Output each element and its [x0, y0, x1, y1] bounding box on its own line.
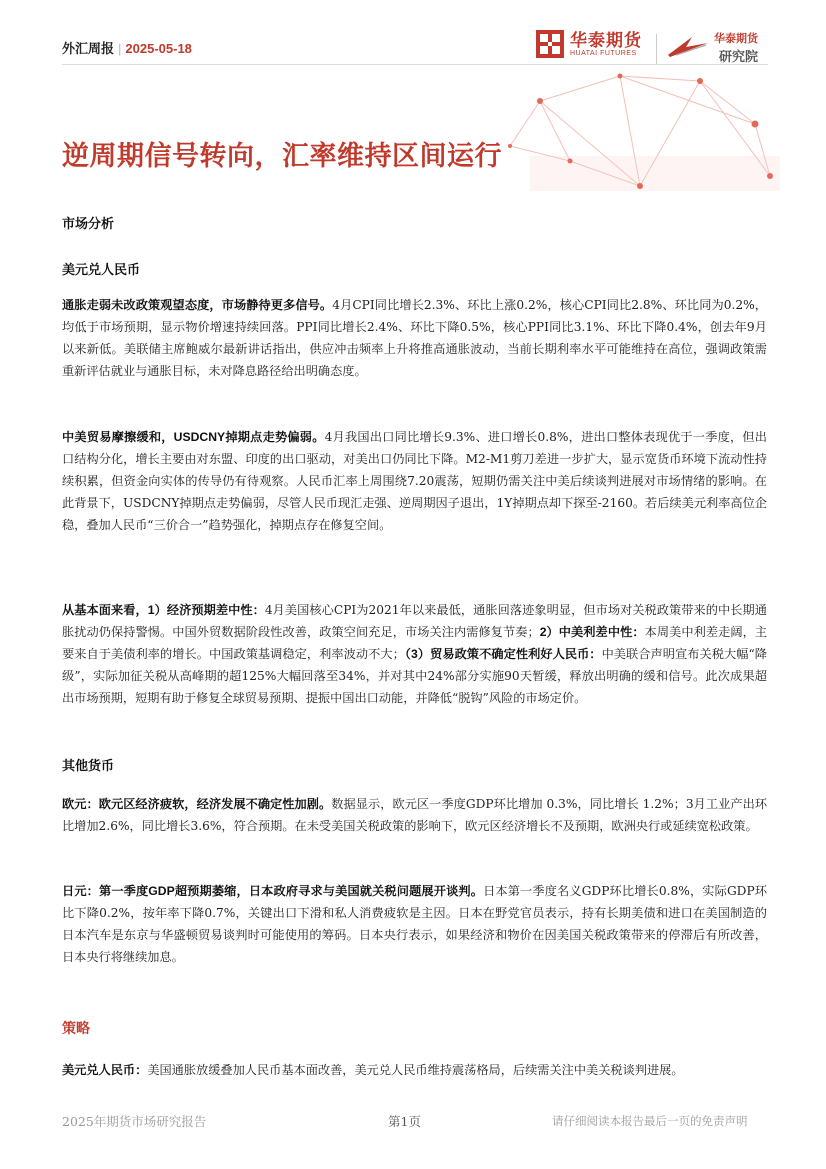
report-date: 2025-05-18 [125, 41, 192, 56]
paragraph-lead: 中美贸易摩擦缓和，USDCNY掉期点走势偏弱。 [62, 430, 325, 444]
header-separator: | [118, 41, 122, 56]
network-decoration-graphic [500, 66, 780, 191]
subsection-other-currencies: 其他货币 [62, 758, 115, 773]
research-institute-logo [666, 30, 758, 65]
section-strategy: 策略 [62, 1020, 90, 1036]
paragraph-lead: 美元兑人民币： [62, 1063, 148, 1077]
paragraph-body: 4月我国出口同比增长9.3%、进口增长0.8%，进出口整体表现优于一季度，但出口结构分化，增长主要由对东盟、印度的出口驱动，对美出口仍同比下降。M2-M1剪刀差进一步扩大，显示宽货币环境下流动性持续积累，但资金向实体的传导仍有待观察。人民币汇率上周围绕7.20震荡，短期仍需关注中美后续谈判进展对市场情绪的影响。在此背景下，USDCNY掉期点走势偏弱，尽管人民币现汇走强、逆周期因子退出，1Y掉期点却下探至-2160。若后续美元利率高位企稳，叠加人民币“三价合一”趋势强化，掉期点存在修复空间。 [62, 430, 767, 532]
paragraph-body: 4月CPI同比增长2.3%、环比上涨0.2%，核心CPI同比2.8%、环比同为0.2%，均低于市场预期，显示物价增速持续回落。PPI同比增长2.4%、环比下降0.5%，核心PPI同比3.1%、环比下降0.4%，创去年9月以来新低。美联储主席鲍威尔最新讲话指出，供应冲击频率上升将推高通胀波动，当前长期利率水平可能维持在高位，强调政策需重新评估就业与通胀目标，未对降息路径给出明确态度。 [62, 298, 767, 378]
paragraph-body: 中美联合声明宣布关税大幅“降级”，实际加征关税从高峰期的超125%大幅回落至34%，并对其中24%部分实施90天暂缓，释放出明确的缓和信号。此次成果超出市场预期，短期有助于修复全球贸易预期、提振中国出口动能，并降低“脱钩”风险的市场定价。 [62, 647, 767, 705]
logo-divider [656, 34, 657, 64]
institute-mark-icon [666, 33, 710, 63]
paragraph-lead: 欧元：欧元区经济疲软，经济发展不确定性加剧。 [62, 797, 332, 811]
footer-report-name: 2025年期货市场研究报告 [62, 1114, 207, 1129]
paragraph-fundamentals [62, 599, 767, 709]
report-title: 逆周期信号转向，汇率维持区间运行 [62, 141, 502, 171]
paragraph-lead: （3）贸易政策不确定性利好人民币： [404, 647, 602, 661]
paragraph-body: 本周美中利差走阔，主要来自于美债利率的增长。中国政策基调稳定，利率波动不大； [62, 625, 768, 661]
institute-line2: 研究院 [718, 49, 758, 64]
paragraph-lead: 从基本面来看，1）经济预期差中性： [62, 603, 265, 617]
huatai-futures-logo [536, 30, 642, 58]
paragraph-lead: 2）中美利差中性： [539, 625, 645, 639]
report-type: 外汇周报 [62, 41, 115, 56]
paragraph-body: 日本第一季度名义GDP环比增长0.8%，实际GDP环比下降0.2%，按年率下降0.7%，关键出口下滑和私人消费疲软是主因。日本在野党官员表示，持有长期美债和进口在美国制造的日本汽车是东京与华盛顿贸易谈判时可能使用的筹码。日本央行表示，如果经济和物价在因美国关税政策带来的停滞后有所改善，日本央行将继续加息。 [62, 884, 767, 964]
paragraph-inflation [62, 294, 767, 382]
institute-line1: 华泰期货 [714, 33, 758, 45]
logo-text-en: HUATAI FUTURES [570, 49, 637, 57]
paragraph-lead: 日元：第一季度GDP超预期萎缩，日本政府寻求与美国就关税问题展开谈判。 [62, 884, 484, 898]
paragraph-lead: 通胀走弱未改政策观望态度，市场静待更多信号。 [62, 298, 333, 312]
paragraph-body: 数据显示，欧元区一季度GDP环比增加 0.3%，同比增长 1.2%；3月工业产出环比增加2.6%，同比增长3.6%，符合预期。在未受美国关税政策的影响下，欧元区经济增长不及预期，欧洲央行或延续宽松政策。 [62, 797, 768, 833]
header-rule [62, 64, 768, 65]
footer-page-number: 第1页 [388, 1114, 421, 1129]
section-market-analysis: 市场分析 [62, 216, 115, 231]
paragraph-strategy-usdcny [62, 1059, 767, 1081]
subsection-usdcny: 美元兑人民币 [62, 262, 141, 277]
paragraph-body: 4月美国核心CPI为2021年以来最低，通胀回落迹象明显，但市场对关税政策带来的中长期通胀扰动仍保持警惕。中国外贸数据阶段性改善，政策空间充足，市场关注内需修复节奏； [62, 603, 767, 639]
report-header-label [62, 38, 192, 57]
logo-text-cn: 华泰期货 [570, 30, 642, 50]
paragraph-euro [62, 793, 767, 837]
huatai-logo-mark-icon [536, 30, 564, 58]
paragraph-trade [62, 426, 767, 536]
footer-disclaimer-note: 请仔细阅读本报告最后一页的免责声明 [552, 1116, 748, 1128]
paragraph-body: 美国通胀放缓叠加人民币基本面改善，美元兑人民币维持震荡格局，后续需关注中美关税谈判进展。 [147, 1063, 684, 1077]
paragraph-yen [62, 880, 767, 968]
